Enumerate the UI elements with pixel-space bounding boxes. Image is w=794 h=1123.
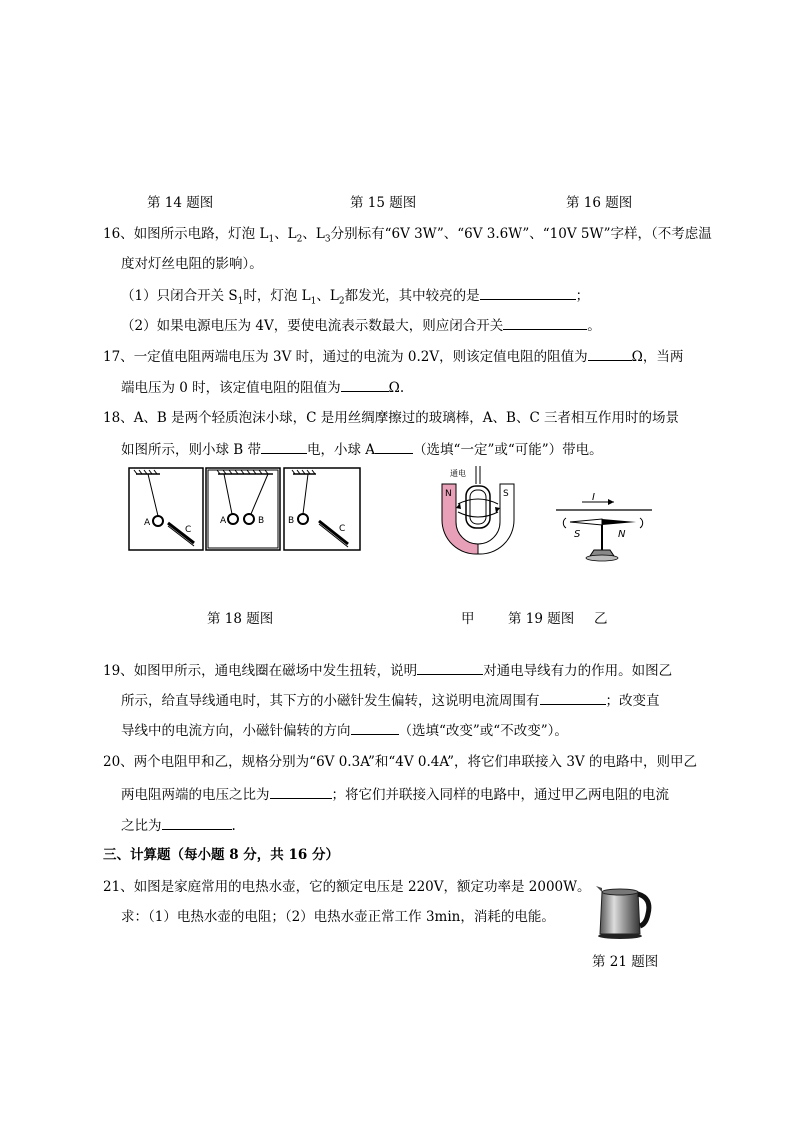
caption-yi: 乙 xyxy=(594,611,608,627)
q16-number: 16、 xyxy=(103,226,134,242)
kettle-image xyxy=(594,880,652,940)
caption-fig21: 第 21 题图 xyxy=(592,954,659,970)
q19-line3: 导线中的电流方向，小磁针偏转的方向 （选填“改变”或“不改变”）。 xyxy=(121,720,568,741)
q18-blank2[interactable] xyxy=(375,439,413,454)
fig18-panel3-frame xyxy=(284,468,360,550)
label-a-panel1: A xyxy=(144,518,151,528)
q20-line1: 20、两个电阻甲和乙，规格分别为“6V 0.3A”和“4V 0.4A”，将它们串联接入 3V 的电路中，则甲乙 xyxy=(103,754,697,770)
q19-number: 19、 xyxy=(103,663,134,679)
q20-line3: 之比为 . xyxy=(121,815,236,836)
q21-number: 21、 xyxy=(103,879,134,895)
q18-number: 18、 xyxy=(103,410,134,426)
label-c-panel1: C xyxy=(185,525,192,535)
q19-line2: 所示，给直导线通电时，其下方的小磁针发生偏转，这说明电流周围有 ；改变直 xyxy=(121,690,660,711)
q19-blank3[interactable] xyxy=(351,720,399,735)
label-needle-n: N xyxy=(618,529,626,540)
fig18-panel2-frame xyxy=(206,468,280,550)
label-b-panel3: B xyxy=(288,516,295,526)
q19-blank2[interactable] xyxy=(540,690,606,705)
ball-a-panel1 xyxy=(153,516,163,526)
label-needle-s: S xyxy=(574,529,581,540)
q21-line1: 21、如图是家庭常用的电热水壶，它的额定电压是 220V，额定功率是 2000W。 xyxy=(103,879,591,895)
q16-line2: 度对灯丝电阻的影响）。 xyxy=(121,256,263,272)
label-current-i: I xyxy=(592,492,595,503)
caption-fig15: 第 15 题图 xyxy=(350,195,417,211)
ball-b-panel2 xyxy=(244,514,254,524)
label-n: N xyxy=(445,489,452,499)
caption-fig19: 第 19 题图 xyxy=(508,611,575,627)
q16-blank1[interactable] xyxy=(480,285,576,300)
fig19-jia-diagram xyxy=(436,464,520,558)
q17-line1: 17、一定值电阻两端电压为 3V 时，通过的电流为 0.2V，则该定值电阻的阻值为 Ω，当两 xyxy=(103,346,683,367)
ball-b-panel3 xyxy=(298,514,308,524)
q16-part2: （2）如果电源电压为 4V，要使电流表示数最大，则应闭合开关 。 xyxy=(121,315,601,336)
label-current: 通电 xyxy=(450,469,466,478)
q21-line2: 求：（1）电热水壶的电阻；（2）电热水壶正常工作 3min，消耗的电能。 xyxy=(121,909,555,925)
fig19-yi-diagram xyxy=(552,492,656,564)
q17-blank2[interactable] xyxy=(341,377,389,392)
q18-blank1[interactable] xyxy=(261,439,307,454)
label-b-panel2: B xyxy=(258,516,265,526)
q19-blank1[interactable] xyxy=(417,660,483,675)
fig18-panel1-frame xyxy=(129,468,203,550)
q17-number: 17、 xyxy=(103,349,134,365)
q17-line2: 端电压为 0 时，该定值电阻的阻值为 Ω. xyxy=(121,377,404,398)
ball-a-panel2 xyxy=(228,514,238,524)
q19-line1: 19、如图甲所示，通电线圈在磁场中发生扭转，说明 对通电导线有力的作用。如图乙 xyxy=(103,660,672,681)
q16-part1: （1）只闭合开关 $S_1$时，灯泡 $L_1$、$L_2$都发光，其中较亮的是 ； xyxy=(121,285,589,312)
q20-line2: 两电阻两端的电压之比为 ；将它们并联接入同样的电路中，通过甲乙两电阻的电流 xyxy=(121,784,669,805)
q18-line1: 18、A、B 是两个轻质泡沫小球，C 是用丝绸摩擦过的玻璃棒，A、B、C 三者相互作用时的场景 xyxy=(103,410,680,426)
q20-blank1[interactable] xyxy=(270,784,332,799)
label-a-panel2: A xyxy=(220,516,227,526)
q16-line1: 16、如图所示电路，灯泡 $L_1$、$L_2$、$L_3$分别标有“6V 3W”、“6V 3.6W”、“10V 5W”字样，（不考虑温 xyxy=(103,226,712,245)
q20-number: 20、 xyxy=(103,754,134,770)
q18-line2: 如图所示，则小球 B 带 电，小球 A （选填“一定”或“可能”）带电。 xyxy=(121,439,603,460)
caption-fig16: 第 16 题图 xyxy=(566,195,633,211)
q16-blank2[interactable] xyxy=(503,315,587,330)
fig18-diagram xyxy=(128,466,362,552)
needle-s xyxy=(570,519,602,525)
label-s: S xyxy=(503,489,509,499)
caption-fig14: 第 14 题图 xyxy=(147,195,214,211)
needle-n xyxy=(602,519,636,525)
caption-jia: 甲 xyxy=(461,611,475,627)
q17-blank1[interactable] xyxy=(588,346,632,361)
section-3-heading: 三、计算题（每小题 8 分，共 16 分） xyxy=(103,847,339,863)
q20-blank2[interactable] xyxy=(162,815,232,830)
caption-fig18: 第 18 题图 xyxy=(207,611,274,627)
label-c-panel3: C xyxy=(339,524,346,534)
